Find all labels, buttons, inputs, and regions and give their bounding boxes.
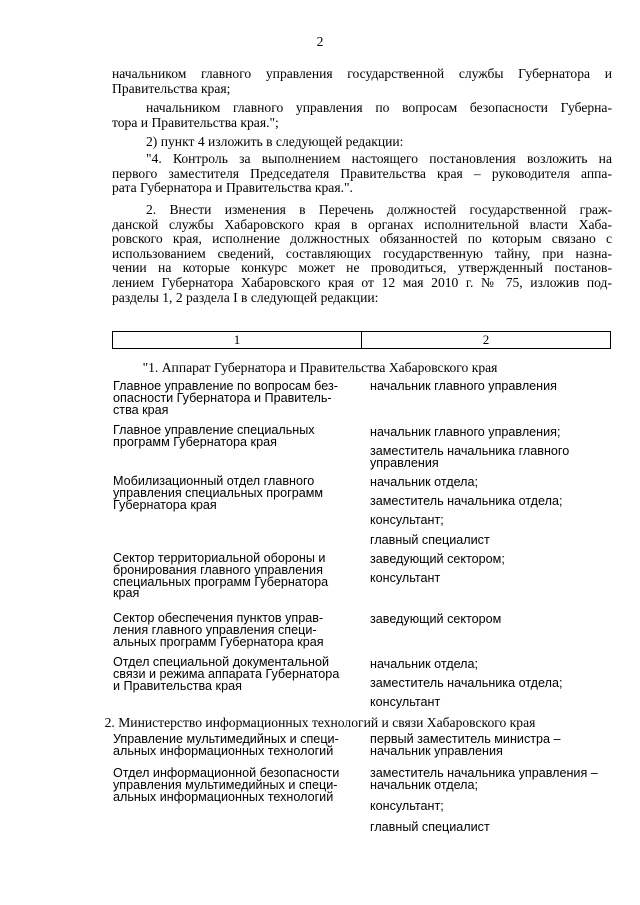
unit-name xyxy=(113,381,363,416)
text-line: начальник управления xyxy=(370,743,503,758)
text-line: Главное управление специальных xyxy=(113,423,315,437)
text-line: ства края xyxy=(113,402,169,417)
text-line: начальником главного управления государственной службы Губернатора и xyxy=(112,66,612,81)
paragraph-1 xyxy=(112,67,612,96)
text-line: управления мультимедийных и специ- xyxy=(113,777,338,792)
unit-name xyxy=(113,425,363,449)
text-line: консультант xyxy=(370,571,441,585)
text-line: Управление мультимедийных и специ- xyxy=(113,732,339,746)
unit-name xyxy=(113,476,363,511)
text-line: Губернатора края xyxy=(113,497,217,512)
text-line: края xyxy=(113,586,140,601)
text-line: заместитель начальника управления – xyxy=(370,766,598,780)
position-entry xyxy=(370,427,620,439)
text-line: Главное управление по вопросам без- xyxy=(113,379,338,393)
text-line: управления специальных программ xyxy=(113,485,324,500)
position-entry xyxy=(370,801,620,813)
text-line: заведующий сектором xyxy=(370,612,502,626)
text-line: и Правительства края xyxy=(113,678,242,693)
text-line: консультант; xyxy=(370,513,444,527)
paragraph-4 xyxy=(112,152,612,196)
position-entry xyxy=(370,381,620,393)
position-entry xyxy=(370,697,620,709)
text-line: заместитель начальника отдела; xyxy=(370,676,563,690)
paragraph-3 xyxy=(112,135,612,150)
text-line: заведующий сектором; xyxy=(370,552,505,566)
text-line: Сектор территориальной обороны и xyxy=(113,551,326,565)
text-line: консультант; xyxy=(370,799,444,813)
text-line: ления главного управления специ- xyxy=(113,622,317,637)
text-line: ровского края, исполнение должностных обязанностей по которым связано с xyxy=(112,231,612,247)
position-entry xyxy=(370,659,620,671)
position-entry xyxy=(370,573,620,585)
text-line: "4. Контроль за выполнением настоящего постановления возложить на xyxy=(146,151,612,166)
text-line: начальник отдела; xyxy=(370,475,479,489)
text-line: 2. Внести изменения в Перечень должностей государственной граж- xyxy=(146,202,612,217)
text-line: начальник главного управления; xyxy=(370,425,561,439)
position-entry xyxy=(370,535,620,547)
page-number: 2 xyxy=(316,34,324,49)
column-header-table xyxy=(112,331,611,349)
text-line: первый заместитель министра – xyxy=(370,732,561,746)
text-line: бронирования главного управления xyxy=(113,562,323,577)
position-entry xyxy=(370,614,620,626)
text-line: связи и режима аппарата Губернатора xyxy=(113,666,340,681)
text-line: альных информационных технологий xyxy=(113,789,334,804)
unit-name xyxy=(113,768,363,803)
text-line: Правительства края; xyxy=(112,80,231,96)
text-line: первого заместителя Председателя Правительства края – руководителя аппа- xyxy=(112,165,612,181)
text-line: Отдел информационной безопасности xyxy=(113,766,340,780)
text-line: заместитель начальника главного xyxy=(370,444,570,458)
text-line: начальник главного управления xyxy=(370,379,557,393)
position-entry xyxy=(370,822,620,834)
position-entry xyxy=(370,496,620,508)
text-line: альных программ Губернатора края xyxy=(113,634,324,649)
column-header-1: 1 xyxy=(233,332,241,347)
text-line: специальных программ Губернатора xyxy=(113,574,329,589)
text-line: управления xyxy=(370,455,439,470)
text-line: чении на которые конкурс может не проводиться, утвержденный постанов- xyxy=(112,260,612,276)
text-line: начальником главного управления по вопросам безопасности Губерна- xyxy=(146,100,612,115)
position-entry xyxy=(370,446,620,470)
paragraph-2 xyxy=(112,101,612,130)
position-entry xyxy=(370,477,620,489)
position-entry xyxy=(370,515,620,527)
column-header-2: 2 xyxy=(361,332,610,348)
section-1-title: "1. Аппарат Губернатора и Правительства Хабаровского края xyxy=(142,360,498,375)
text-line: заместитель начальника отдела; xyxy=(370,494,563,508)
text-line: опасности Губернатора и Правитель- xyxy=(113,390,332,405)
paragraph-5 xyxy=(112,203,612,305)
position-entry xyxy=(370,768,620,792)
position-entry xyxy=(370,554,620,566)
text-line: Отдел специальной документальной xyxy=(113,655,330,669)
text-line: главный специалист xyxy=(370,820,490,834)
text-line: Мобилизационный отдел главного xyxy=(113,474,315,488)
text-line: лением Губернатора Хабаровского края от 12 мая 2010 г. № 75, изложив под- xyxy=(112,274,612,290)
unit-name xyxy=(113,657,363,692)
text-line: консультант xyxy=(370,695,441,709)
unit-name xyxy=(113,553,363,600)
text-line: начальник отдела; xyxy=(370,777,479,792)
text-line: программ Губернатора края xyxy=(113,434,277,449)
text-line: начальник отдела; xyxy=(370,657,479,671)
text-line: альных информационных технологий xyxy=(113,743,334,758)
unit-name xyxy=(113,613,363,648)
text-line: Сектор обеспечения пунктов управ- xyxy=(113,611,324,625)
text-line: главный специалист xyxy=(370,533,490,547)
position-entry xyxy=(370,678,620,690)
text-line: данской службы Хабаровского края в органах исполнительной власти Хаба- xyxy=(112,216,612,232)
position-entry xyxy=(370,734,620,758)
text-line: использованием сведений, составляющих государственную тайну, при назна- xyxy=(112,245,612,261)
unit-name xyxy=(113,734,363,758)
text-line: рата Губернатора и Правительства края.". xyxy=(112,180,353,196)
text-line: разделы 1, 2 раздела I в следующей редакции: xyxy=(112,289,379,305)
text-line: 2) пункт 4 изложить в следующей редакции: xyxy=(146,134,404,149)
text-line: тора и Правительства края."; xyxy=(112,114,279,130)
section-2-title: 2. Министерство информационных технологий и связи Хабаровского края xyxy=(104,715,536,730)
